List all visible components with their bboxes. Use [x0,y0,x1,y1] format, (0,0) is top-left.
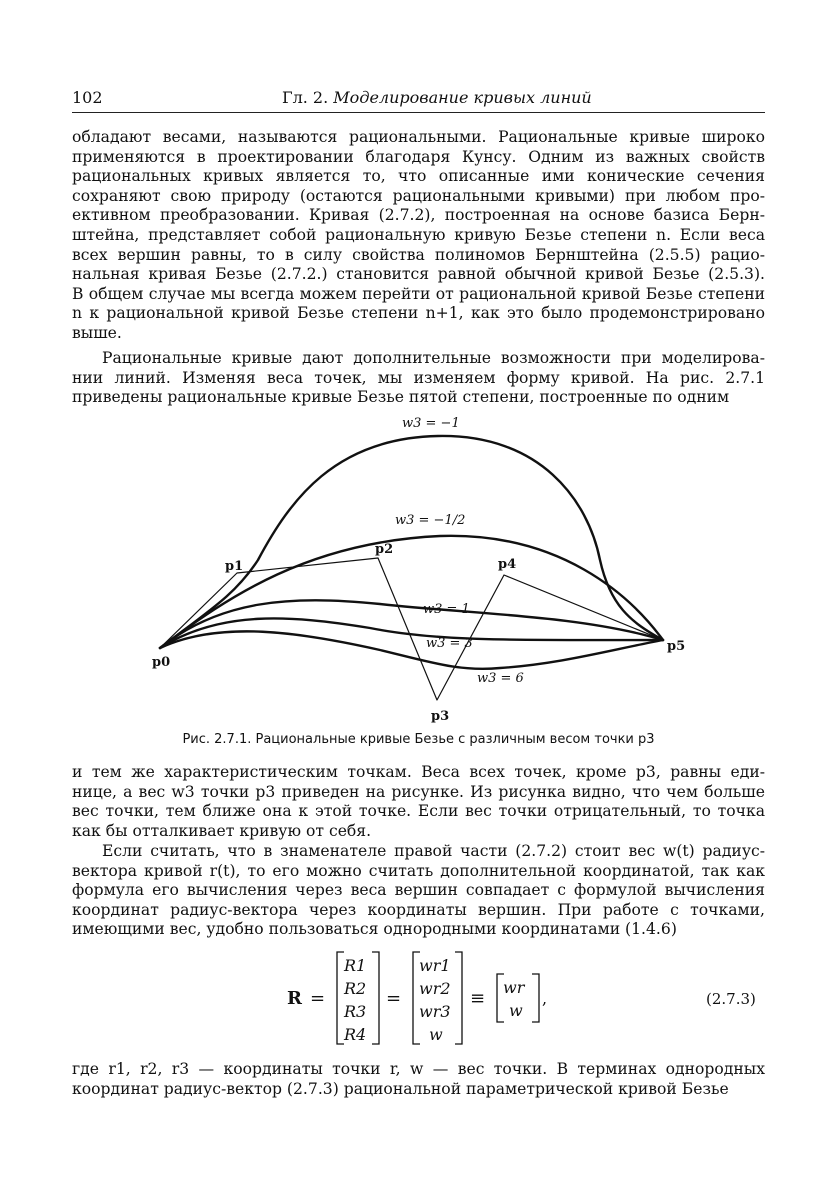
text-line: и тем же характеристическим точкам. Веса всех точек, кроме p3, равны еди- [72,763,765,781]
paragraph-4 [72,842,765,940]
text-line: вес точки, тем ближе она к этой точке. Если вес точки отрицательный, то точка [72,802,765,821]
text-line: как бы отталкивает кривую от себя. [72,821,372,840]
col2-r1: wr1 [419,956,451,975]
text-line: приведены рациональные кривые Безье пятой степени, построенные по одним [72,388,730,407]
bracket-left-1 [337,952,344,1044]
formula-equiv: ≡ [470,988,486,1009]
page-number: 102 [72,88,103,107]
col1-r4: R4 [344,1025,367,1044]
control-polygon [160,558,663,700]
curve-w3-6 [160,631,663,669]
formula-comma: , [542,989,548,1008]
bezier-figure-svg [140,410,700,730]
col1-r3: R3 [344,1002,367,1021]
chapter-title [282,88,592,107]
label-w3-6: w3 = 6 [477,671,524,686]
col2-r2: wr2 [419,979,451,998]
text-line: координат радиус-вектора через координаты вершин. При работе с точками, [72,900,765,919]
formula-svg [72,948,765,1048]
text-line: всех вершин равны, то в силу свойства полиномов Бернштейна (2.5.5) рацио- [72,245,765,264]
label-p2: p2 [375,542,394,557]
text-line: вектора кривой r(t), то его можно считать дополнительной координатой, так как [72,861,765,880]
text-line: n к рациональной кривой Безье степени n+1, как это было продемонстрировано [72,304,765,323]
text-line: Рациональные кривые дают дополнительные возможности при моделирова- [102,349,765,367]
label-w3-3: w3 = 3 [426,636,473,651]
paragraph-3 [72,763,765,841]
formula-eq1: = [310,988,326,1009]
figure-caption: Рис. 2.7.1. Рациональные кривые Безье с различным весом точки p3 [182,732,655,747]
formula-2-7-3 [72,948,765,1048]
label-p1: p1 [225,559,244,574]
text-line: выше. [72,323,122,342]
formula-eq2: = [386,988,402,1009]
paragraph-2 [72,349,765,408]
curve-w3-neg1 [160,436,663,648]
label-w3-neg1: w3 = −1 [402,416,460,431]
formula-number: (2.7.3) [706,990,756,1008]
text-line: имеющими вес, удобно пользоваться однородными координатами (1.4.6) [72,920,677,939]
running-header [72,86,765,113]
figure-bezier-curves [140,410,700,730]
text-line: где r1, r2, r3 — координаты точки r, w — вес точки. В терминах однородных [72,1060,765,1078]
formula-lhs: R [287,988,302,1009]
text-line: сохраняют свою природу (остаются рациональными кривыми) при любом про- [72,186,765,205]
bracket-right-2 [455,952,462,1044]
text-line: обладают весами, называются рациональными. Рациональные кривые широко [72,128,765,146]
text-line: Если считать, что в знаменателе правой части (2.7.2) стоит вес w(t) радиус- [102,842,765,860]
bracket-right-3 [532,974,539,1022]
label-p5: p5 [667,639,686,654]
text-line: применяются в проектировании благодаря Кунсу. Одним из важных свойств [72,147,765,166]
text-line: рациональных кривых является то, что описанные ими конические сечения [72,167,765,186]
paragraph-5 [72,1060,765,1099]
text-line: В общем случае мы всегда можем перейти от рациональной кривой Безье степени [72,284,765,303]
col1-r1: R1 [344,956,367,975]
label-w3-neg-half: w3 = −1/2 [395,513,466,528]
col3-r1: wr [503,978,525,997]
label-p3: p3 [431,709,450,724]
paragraph-1 [72,128,765,344]
label-p4: p4 [498,557,517,572]
chapter-number: Гл. 2. [282,88,329,107]
col3-r2: w [509,1001,523,1020]
label-p0: p0 [152,655,171,670]
bracket-right-1 [372,952,379,1044]
col2-r4: w [429,1025,443,1044]
col1-r2: R2 [344,979,367,998]
label-w3-1: w3 = 1 [423,602,470,617]
text-line: нальная кривая Безье (2.7.2.) становится равной обычной кривой Безье (2.5.3). [72,265,765,284]
col2-r3: wr3 [419,1002,451,1021]
text-line: координат радиус-вектор (2.7.3) рациональной параметрической кривой Безье [72,1079,729,1098]
text-line: ективном преобразовании. Кривая (2.7.2), построенная на основе базиса Берн- [72,206,765,225]
text-line: формула его вычисления через веса вершин совпадает с формулой вычисления [72,881,765,900]
text-line: нии линий. Изменяя веса точек, мы изменяем форму кривой. На рис. 2.7.1 [72,368,765,387]
text-line: штейна, представляет собой рациональную кривую Безье степени n. Если веса [72,225,765,244]
text-line: нице, а вес w3 точки p3 приведен на рисунке. Из рисунка видно, что чем больше [72,782,765,801]
chapter-name: Моделирование кривых линий [333,88,592,107]
